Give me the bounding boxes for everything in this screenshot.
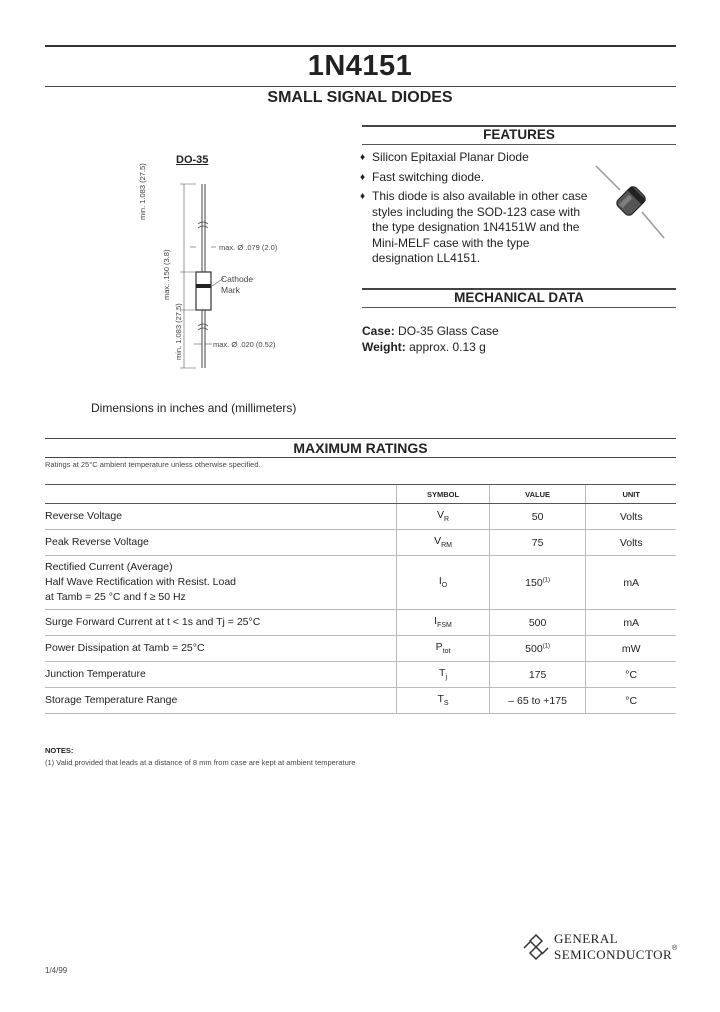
mechanical-heading: MECHANICAL DATA	[454, 290, 584, 305]
top-rule	[45, 45, 676, 47]
ratings-top-rule	[45, 438, 676, 439]
table-row	[45, 610, 676, 636]
symbol-cell	[397, 636, 490, 662]
value-footnote: (1)	[542, 643, 551, 649]
table-row	[45, 504, 676, 530]
symbol-cell	[397, 662, 490, 688]
value-column-header: VALUE	[489, 485, 586, 504]
value-text: – 65 to +175	[508, 694, 567, 707]
ratings-underline	[45, 457, 676, 458]
general-semiconductor-logo-icon	[522, 933, 550, 963]
feature-item: ♦ Silicon Epitaxial Planar Diode	[360, 150, 529, 164]
symbol-column-header: SYMBOL	[397, 485, 490, 504]
ratings-heading: MAXIMUM RATINGS	[293, 440, 428, 456]
brand-line-2: SEMICONDUCTOR	[554, 947, 673, 962]
features-heading: FEATURES	[483, 127, 555, 142]
diamond-bullet-icon: ♦	[360, 191, 366, 202]
title-rule	[45, 86, 676, 87]
parameter-text: Surge Forward Current at t < 1s and Tj = 25°C	[45, 616, 261, 628]
dim-max-dia-body: max. Ø .079 (2.0)	[219, 243, 278, 252]
symbol-subscript: RM	[441, 542, 452, 550]
unit-cell: °C	[586, 662, 676, 688]
symbol-text: T	[437, 693, 444, 706]
parameter-cell	[45, 530, 397, 556]
symbol-text: V	[436, 509, 444, 522]
ratings-table-body	[45, 504, 676, 714]
value-cell	[489, 688, 586, 714]
parameter-text: Peak Reverse Voltage	[45, 536, 149, 548]
parameter-cell	[45, 688, 397, 714]
symbol-cell	[397, 688, 490, 714]
value-cell	[489, 610, 586, 636]
table-row	[45, 556, 676, 610]
value-text: 150	[525, 576, 543, 589]
value-text: 500	[528, 616, 547, 629]
symbol-cell	[397, 556, 490, 610]
features-underline	[362, 144, 676, 145]
features-list	[360, 150, 588, 271]
value-cell	[489, 662, 586, 688]
symbol-text: I	[434, 615, 438, 628]
value-text: 50	[531, 510, 544, 523]
parameter-text: Rectified Current (Average)	[45, 561, 173, 573]
param-column-header	[45, 485, 397, 504]
unit-cell: Volts	[586, 504, 676, 530]
parameter-text: Storage Temperature Range	[45, 694, 178, 706]
parameter-cell	[45, 504, 397, 530]
dim-max-dia-lead: max. Ø .020 (0.52)	[213, 340, 276, 349]
table-row	[45, 636, 676, 662]
parameter-text: Half Wave Rectification with Resist. Load	[45, 576, 237, 588]
table-row	[45, 662, 676, 688]
package-name: DO-35	[176, 154, 209, 166]
symbol-cell	[397, 530, 490, 556]
page-subtitle: SMALL SIGNAL DIODES	[267, 89, 453, 106]
symbol-text: T	[439, 667, 446, 680]
parameter-cell	[45, 610, 397, 636]
unit-cell: Volts	[586, 530, 676, 556]
diode-product-image	[590, 160, 670, 245]
parameter-cell	[45, 556, 397, 610]
cathode-label-1: Cathode	[221, 274, 254, 284]
value-footnote: (1)	[542, 577, 551, 583]
mechanical-underline	[362, 307, 676, 308]
symbol-subscript: FSM	[437, 622, 452, 630]
parameter-text: Power Dissipation at Tamb = 25°C	[45, 642, 205, 654]
value-text: 175	[528, 668, 547, 681]
value-text: 500	[525, 642, 543, 655]
cathode-label-2: Mark	[221, 285, 240, 295]
diamond-bullet-icon: ♦	[360, 152, 366, 163]
symbol-subscript: O	[441, 582, 448, 590]
ratings-note: Ratings at 25°C ambient temperature unless otherwise specified.	[45, 460, 261, 469]
note-item: (1) Valid provided that leads at a distance of 8 mm from case are kept at ambient temperature	[45, 758, 356, 767]
unit-cell: mA	[586, 556, 676, 610]
value-cell	[489, 636, 586, 662]
dimensions-caption: Dimensions in inches and (millimeters)	[91, 401, 297, 415]
ratings-table	[45, 484, 676, 714]
mechanical-weight: Weight: approx. 0.13 g	[362, 340, 486, 354]
dim-min-lead-bottom: min. 1.083 (27.5)	[174, 303, 183, 360]
part-number-title: 1N4151	[307, 50, 413, 82]
parameter-cell	[45, 636, 397, 662]
parameter-cell	[45, 662, 397, 688]
registered-mark: ®	[672, 945, 678, 952]
brand-line-1: GENERAL	[554, 931, 619, 946]
symbol-cell	[397, 610, 490, 636]
feature-item: ♦ Fast switching diode.	[360, 169, 485, 184]
symbol-subscript: j	[445, 674, 447, 682]
unit-column-header: UNIT	[586, 485, 676, 504]
feature-item: ♦ This diode is also available in other case styles including the SOD-123 case with the type designation 1N4151W and the Mini-MELF case with the type designation LL4151.	[360, 189, 588, 265]
symbol-subscript: S	[443, 700, 449, 708]
diamond-bullet-icon: ♦	[360, 171, 366, 183]
symbol-subscript: tot	[442, 648, 451, 656]
unit-cell: °C	[586, 688, 676, 714]
table-row	[45, 530, 676, 556]
table-row	[45, 688, 676, 714]
value-text: 75	[531, 536, 544, 549]
symbol-text: V	[434, 535, 442, 548]
table-header-row	[45, 485, 676, 504]
parameter-text: Reverse Voltage	[45, 510, 123, 522]
symbol-text: I	[438, 575, 442, 588]
value-cell	[489, 556, 586, 610]
mechanical-case: Case: DO-35 Glass Case	[362, 324, 499, 338]
value-cell	[489, 504, 586, 530]
parameter-text: Junction Temperature	[45, 668, 146, 680]
unit-cell: mW	[586, 636, 676, 662]
dim-max-body: max. .150 (3.8)	[162, 249, 171, 300]
symbol-subscript: R	[443, 516, 450, 524]
unit-cell: mA	[586, 610, 676, 636]
value-cell	[489, 530, 586, 556]
symbol-cell	[397, 504, 490, 530]
revision-date: 1/4/99	[45, 966, 68, 975]
dim-min-lead-top: min. 1.083 (27.5)	[138, 163, 147, 220]
symbol-text: P	[435, 641, 443, 654]
parameter-text: at Tamb = 25 °C and f ≥ 50 Hz	[45, 591, 186, 603]
notes-heading: NOTES:	[45, 746, 74, 755]
